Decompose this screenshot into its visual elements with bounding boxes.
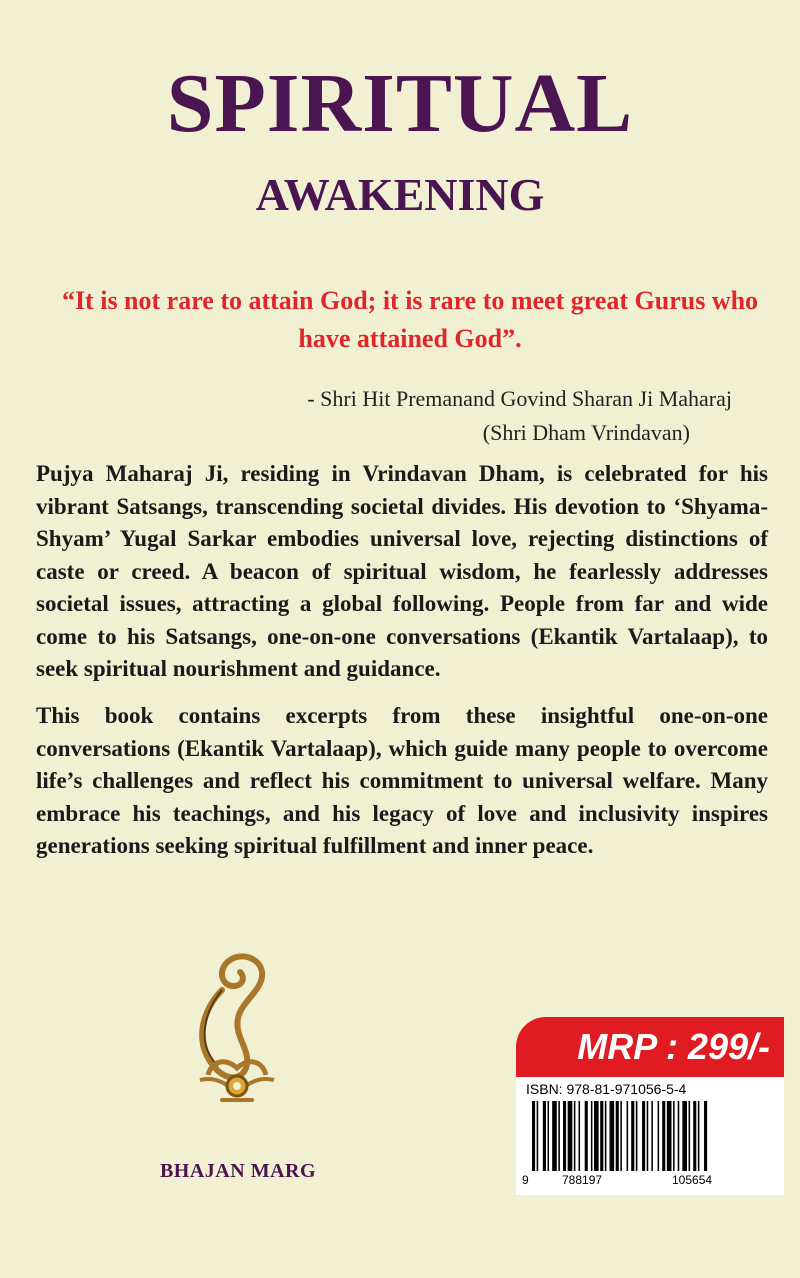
barcode-lead-digit: 9 — [522, 1173, 529, 1187]
body-paragraph-1: Pujya Maharaj Ji, residing in Vrindavan Dham, is celebrated for his vibrant Satsangs, transcending societal divides. His devotion to ‘Shyama-Shyam’ Yugal Sarkar embodies universal love, rejecting distinctions of caste or creed. A beacon of spiritual wisdom, he fearlessly addresses societal issues, attracting a global following. People from far and wide come to his Satsangs, one-on-one conversations (Ekantik Vartalaap), to seek spiritual nourishment and guidance. — [36, 461, 768, 681]
isbn-label: ISBN: 978-81-971056-5-4 — [526, 1081, 687, 1097]
publisher-name: BHAJAN MARG — [159, 1160, 317, 1182]
quote-attribution — [212, 382, 732, 450]
paisley-lotus-logo-icon — [182, 950, 292, 1110]
body-paragraph-2: This book contains excerpts from these insightful one-on-one conversations (Ekantik Vartalaap), which guide many people to overcome life’s challenges and reflect his commitment to universal welfare. Many embrace his teachings, and his legacy of love and inclusivity inspires generations seeking spiritual fulfillment and inner peace. — [36, 703, 768, 858]
attribution-name: - Shri Hit Premanand Govind Sharan Ji Maharaj — [307, 386, 732, 411]
barcode-icon — [532, 1101, 768, 1171]
barcode-group-2: 105654 — [672, 1173, 713, 1187]
title-subtitle: AWAKENING — [255, 169, 545, 220]
isbn-box — [516, 1077, 784, 1195]
attribution-place: (Shri Dham Vrindavan) — [482, 420, 690, 445]
quote-text: “It is not rare to attain God; it is rare to meet great Gurus who have attained God”. — [61, 286, 759, 353]
barcode-group-1: 788197 — [562, 1173, 603, 1187]
title-main: SPIRITUAL — [166, 57, 634, 150]
price-label: MRP : 299/- — [516, 1017, 784, 1077]
